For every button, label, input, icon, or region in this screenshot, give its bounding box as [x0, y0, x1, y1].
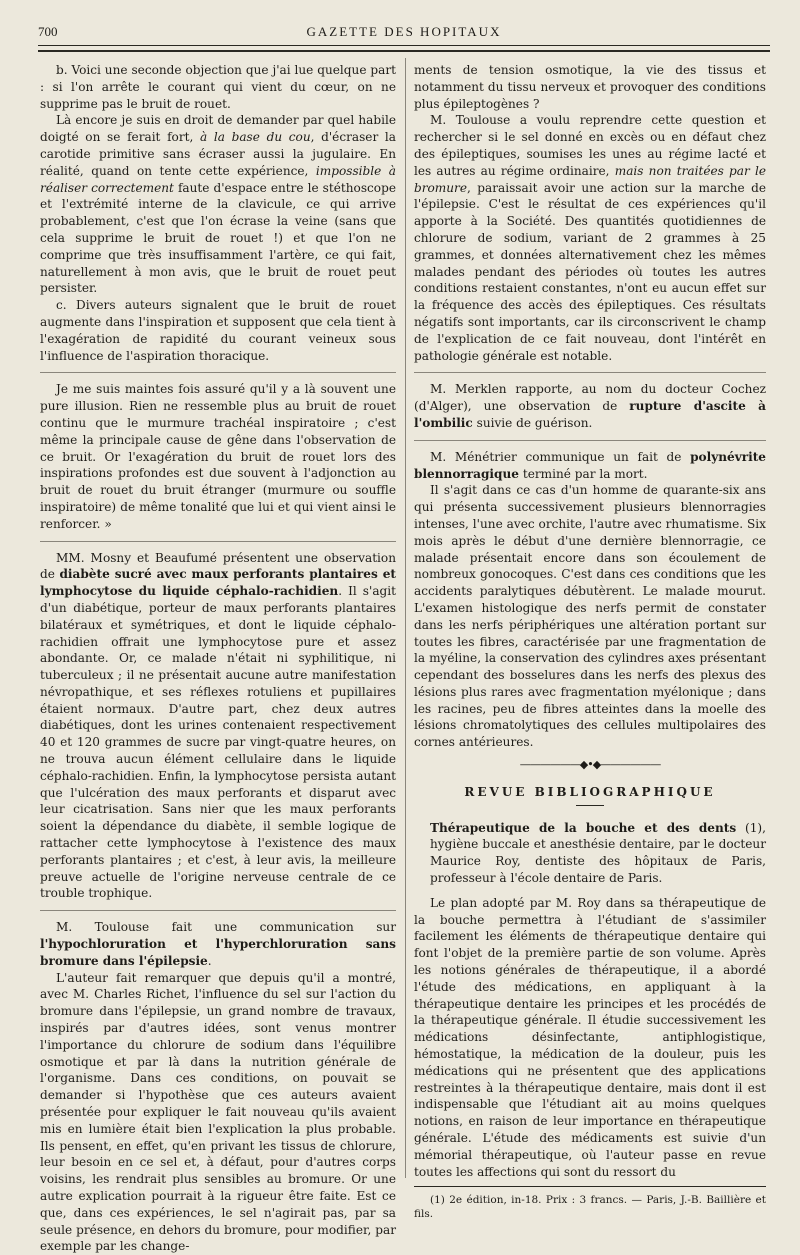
journal-title: GAZETTE DES HOPITAUX: [306, 24, 502, 39]
page-number: 700: [38, 24, 58, 39]
paragraph-continuation: ments de tension osmotique, la vie des tissus et notamment du tissu nerveux et provoquer des conditions plus épileptogènes ?: [414, 63, 766, 111]
section-title-revue: REVUE BIBLIOGRAPHIQUE: [464, 784, 716, 799]
paragraph-je-me-suis: Je me suis maintes fois assuré qu'il y a là souvent une pure illusion. Rien ne ressemble plus au bruit de rouet continu que le murmure trachéal inspiratoire ; c'est même la principale cause de gêne dans l'observation de ce bruit. Or l'exagération du bruit de rouet lors des inspirations profondes est due souvent à l'adjonction au bruit de rouet du bruit étranger (murmure ou souffle inspiratoire) de même tonalité que lui et qui vient ainsi le renforcer. »: [40, 382, 396, 531]
ornament-divider: ——————◆•◆——————: [519, 758, 661, 772]
section-divider: [40, 372, 396, 373]
section-title-underline: [576, 805, 604, 806]
paragraph-mosny-beaufume: MM. Mosny et Beaufumé présentent une observation de diabète sucré avec maux perforants plantaires et lymphocytose du liquide céphalo-rachidien. Il s'agit d'un diabétique, porteur de maux perforants plantaires bilatéraux et symétriques, et dont le liquide céphalo-rachidien offrait une lymphocytose pure et assez abondante. Or, ce malade n'était ni syphilitique, ni tuberculeux ; il ne présentait aucune autre manifestation névropathique, et ses réflexes rotuliens et pupillaires étaient normaux. D'autre part, chez deux autres diabétiques, dont les urines contenaient respectivement 40 et 120 grammes de sucre par vingt-quatre heures, on ne trouva aucun élément cellulaire dans le liquide céphalo-rachidien. Enfin, la lymphocytose persista autant que l'ulcération des maux perforants et disparut avec leur cicatrisation. Sans nier que les maux perforants soient la dépendance du diabète, il semble logique de rattacher cette lymphocytose à l'existence des maux perforants plantaires ; et c'est, à leur avis, la meilleure preuve actuelle de l'origine nerveuse centrale de ce trouble trophique.: [40, 550, 396, 901]
section-divider: [414, 440, 766, 441]
book-citation: Thérapeutique de la bouche et des dents (1), hygiène buccale et anesthésie dentaire, par le docteur Maurice Roy, dentiste des hôpitaux de Paris, professeur à l'école dentaire de Paris.: [430, 820, 766, 886]
paragraph-auteur: L'auteur fait remarquer que depuis qu'il a montré, avec M. Charles Richet, l'influence du sel sur l'action du bromure dans l'épilepsie, un grand nombre de travaux, inspirés par d'autres idées, sont venus montrer l'importance du chlorure de sodium dans l'équilibre osmotique et par là dans la nutrition générale de l'organisme. Dans ces conditions, on pouvait se demander si l'hypothèse que ces auteurs avaient présentée pour expliquer le fait nouveau qu'ils avaient mis en lumière était bien l'explication la plus probable. Ils pensent, en effet, qu'en privant les tissus de chlorure, leur besoin en ce sel et, à défaut, pour d'autres corps voisins, les rendrait plus sensibles au bromure. Or une autre explication pourrait à la rigueur être faite. Est ce que, dans ces expériences, le sel n'agirait pas, par sa seule présence, en dehors du bromure, pour modifier, par exemple par les change-: [40, 970, 396, 1254]
paragraph-toulouse-results: M. Toulouse a voulu reprendre cette question et rechercher si le sel donné en excès ou en défaut chez des épileptiques, soumises les unes au régime lacté et les autres au régime ordinaire, mais non traitées par le bromure, paraissait avoir une action sur la marche de l'épilepsie. C'est le résultat de ces expériences qu'il apporte à la Société. Des quantités quotidiennes de chlorure de sodium, variant de 2 grammes à 25 grammes, et données alternativement chez les mêmes malades pendant des périodes où toutes les autres conditions restaient constantes, n'ont eu aucun effet sur la fréquence des accès des épileptiques. Ces résultats négatifs sont importants, car ils circonscrivent le champ de l'explication de ce fait nouveau, dont l'intérêt en pathologie générale est notable.: [414, 113, 766, 363]
column-separator: [405, 58, 406, 1178]
paragraph-la-encore: Là encore je suis en droit de demander par quel habile doigté on se ferait fort, à la base du cou, d'écraser la carotide primitive sans écraser aussi la jugulaire. En réalité, quand on tente cette expérience, impossible à réaliser correctement faute d'espace entre le stéthoscope et l'extrémité interne de la clavicule, ce qui arrive probablement, c'est que l'on écrase la veine (sans que cela supprime le bruit de rouet !) et que l'on ne comprime que très insuffisamment l'artère, ce qui fait, naturellement à mon avis, que le bruit de rouet peut persister.: [40, 113, 396, 296]
header-rule-thin: [38, 45, 770, 46]
paragraph-toulouse-heading: M. Toulouse fait une communication sur l'hypochloruration et l'hyperchloruration sans bromure dans l'épilepsie.: [40, 920, 396, 968]
header-rule-thick: [38, 50, 770, 52]
section-divider: [414, 372, 766, 373]
paragraph-objection-b: b. Voici une seconde objection que j'ai lue quelque part : si l'on arrête le courant qui vient du cœur, on ne supprime pas le bruit de rouet.: [40, 63, 396, 111]
page-header: [38, 24, 770, 44]
paragraph-plan: Le plan adopté par M. Roy dans sa thérapeutique de la bouche permettra à l'étudiant de s'assimiler facilement les éléments de thérapeutique dentaire qui font l'objet de la première partie de son volume. Après les notions générales de thérapeutique, il a abordé l'étude des médications, en appliquant à la thérapeutique dentaire les principes et les procédés de la thérapeutique générale. Il étudie successivement les médications désinfectante, antiphlogistique, hémostatique, la médication de la douleur, puis les médications qui ne présentent que des applications restreintes à la thérapeutique dentaire, mais dont il est indispensable que l'étudiant ait au moins quelques notions, en raison de leur importance en thérapeutique générale. L'étude des médicaments est suivie d'un mémorial thérapeutique, où l'auteur passe en revue toutes les affections qui sont du ressort du: [414, 895, 766, 1179]
section-divider: [40, 541, 396, 542]
book-review: [414, 820, 766, 1181]
right-column: [414, 62, 766, 1221]
section-divider: [40, 910, 396, 911]
left-column: [40, 62, 396, 1255]
paragraph-objection-c: c. Divers auteurs signalent que le bruit de rouet augmente dans l'inspiration et supposent que cela tient à l'exagération de rapidité du courant veineux sous l'influence de l'aspiration thoracique.: [40, 298, 396, 363]
paragraph-menetrier: M. Ménétrier communique un fait de polynévrite blennorragique terminé par la mort.: [414, 449, 766, 481]
footnote-rule: [414, 1186, 766, 1187]
paragraph-merklen: M. Merklen rapporte, au nom du docteur Cochez (d'Alger), une observation de rupture d'ascite à l'ombilic suivie de guérison.: [414, 382, 766, 430]
paragraph-case: Il s'agit dans ce cas d'un homme de quarante-six ans qui présenta successivement plusieurs blennorragies intenses, l'une avec orchite, l'autre avec rhumatisme. Six mois après le début d'une dernière blennorragie, ce malade présentait encore dans son écoulement de nombreux gonocoques. C'est dans ces conditions que les accidents paralytiques débutèrent. Le malade mourut. L'examen histologique des nerfs permit de constater dans les nerfs périphériques une altération portant sur toutes les fibres, caractérisée par une fragmentation de la myéline, la conservation des cylindres axes présentant cependant des bosselures dans les nerfs des plexus des lésions plus rares avec fragmentation myélonique ; dans les racines, peu de fibres atteintes dans la moelle des lésions chromatolytiques des cellules multipolaires des cornes antérieures.: [414, 483, 766, 750]
footnote: (1) 2e édition, in-18. Prix : 3 francs. — Paris, J.-B. Baillière et fils.: [414, 1194, 766, 1221]
